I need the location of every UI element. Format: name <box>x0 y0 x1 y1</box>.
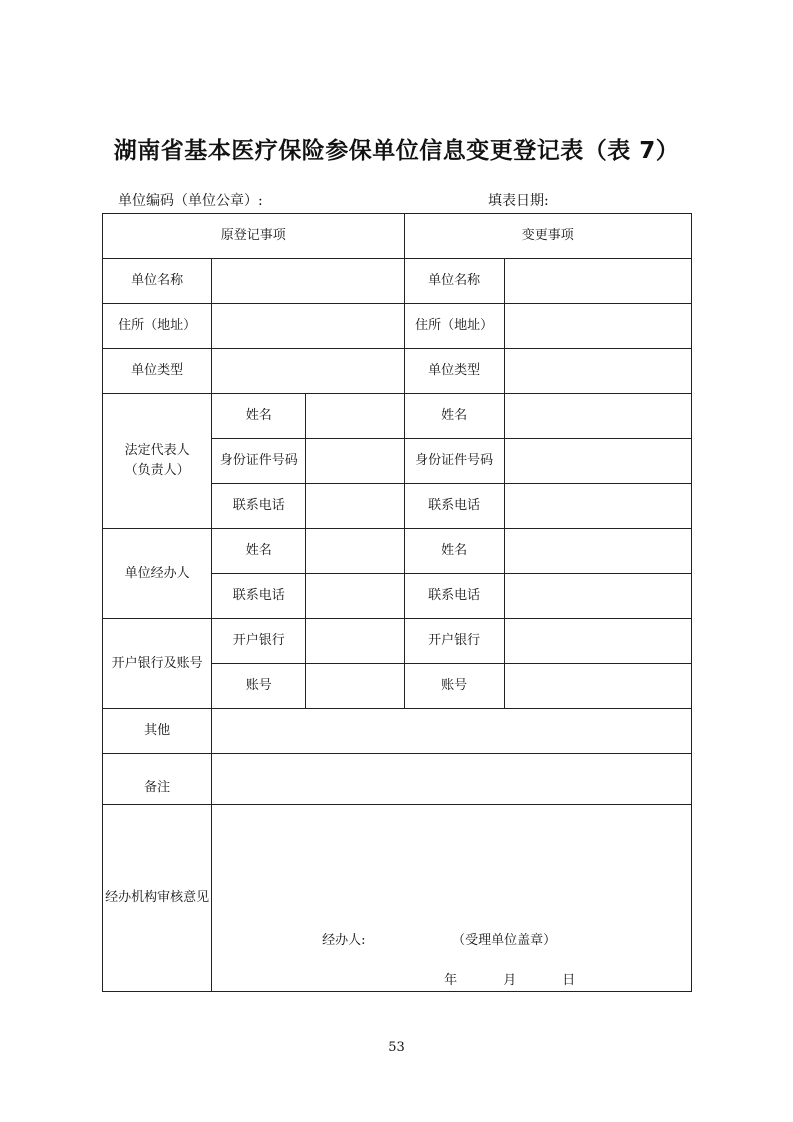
other-label: 其他 <box>103 709 212 754</box>
review-label: 经办机构审核意见 <box>103 805 212 992</box>
notes-label: 备注 <box>103 754 212 805</box>
unit-name-original-field[interactable] <box>212 259 404 304</box>
handler-name-original-field[interactable] <box>306 529 404 574</box>
unit-type-change-label: 单位类型 <box>404 349 504 394</box>
legal-rep-name-change-label: 姓名 <box>404 394 504 439</box>
unit-name-row <box>103 259 692 304</box>
legal-rep-name-row <box>103 394 692 439</box>
bank-change-label: 开户银行 <box>404 619 504 664</box>
legal-rep-id-label: 身份证件号码 <box>212 439 306 484</box>
legal-rep-name-change-field[interactable] <box>504 394 691 439</box>
review-year-label: 年 <box>444 973 458 988</box>
fill-date-label: 填表日期: <box>488 193 549 209</box>
review-day-label: 日 <box>562 973 576 988</box>
review-stamp-label: （受理单位盖章） <box>452 933 557 948</box>
original-heading: 原登记事项 <box>103 214 405 259</box>
notes-row <box>103 754 692 805</box>
account-change-label: 账号 <box>404 664 504 709</box>
unit-name-label: 单位名称 <box>103 259 212 304</box>
account-label: 账号 <box>212 664 306 709</box>
legal-rep-phone-original-field[interactable] <box>306 484 404 529</box>
handler-name-label: 姓名 <box>212 529 306 574</box>
review-row <box>103 805 692 992</box>
page-number: 53 <box>388 1040 405 1055</box>
unit-name-change-field[interactable] <box>504 259 691 304</box>
notes-field[interactable] <box>212 754 692 805</box>
address-label: 住所（地址） <box>103 304 212 349</box>
unit-code-label: 单位编码（单位公章）: <box>118 193 263 209</box>
legal-rep-phone-change-field[interactable] <box>504 484 691 529</box>
account-change-field[interactable] <box>504 664 691 709</box>
unit-type-row <box>103 349 692 394</box>
unit-type-change-field[interactable] <box>504 349 691 394</box>
bank-group-label: 开户银行及账号 <box>103 619 212 709</box>
handler-name-row <box>103 529 692 574</box>
handler-phone-original-field[interactable] <box>306 574 404 619</box>
bank-label: 开户银行 <box>212 619 306 664</box>
other-row <box>103 709 692 754</box>
handler-phone-change-field[interactable] <box>504 574 691 619</box>
other-field[interactable] <box>212 709 692 754</box>
unit-type-original-field[interactable] <box>212 349 404 394</box>
review-month-label: 月 <box>503 973 517 988</box>
handler-phone-change-label: 联系电话 <box>404 574 504 619</box>
legal-rep-name-label: 姓名 <box>212 394 306 439</box>
review-date <box>444 971 575 991</box>
legal-rep-text: 法定代表人（负责人） <box>124 443 190 478</box>
handler-name-change-label: 姓名 <box>404 529 504 574</box>
handler-label: 单位经办人 <box>103 529 212 619</box>
address-row <box>103 304 692 349</box>
change-heading: 变更事项 <box>404 214 692 259</box>
legal-rep-label <box>103 394 212 529</box>
bank-change-field[interactable] <box>504 619 691 664</box>
legal-rep-name-original-field[interactable] <box>306 394 404 439</box>
legal-rep-id-change-field[interactable] <box>504 439 691 484</box>
registration-form-table <box>102 213 692 992</box>
handler-name-change-field[interactable] <box>504 529 691 574</box>
address-original-field[interactable] <box>212 304 404 349</box>
bank-row <box>103 619 692 664</box>
page-title: 湖南省基本医疗保险参保单位信息变更登记表（表 7） <box>113 138 680 164</box>
unit-name-change-label: 单位名称 <box>404 259 504 304</box>
legal-rep-id-original-field[interactable] <box>306 439 404 484</box>
unit-type-label: 单位类型 <box>103 349 212 394</box>
legal-rep-phone-change-label: 联系电话 <box>404 484 504 529</box>
account-original-field[interactable] <box>306 664 404 709</box>
heading-row <box>103 214 692 259</box>
address-change-field[interactable] <box>504 304 691 349</box>
address-change-label: 住所（地址） <box>404 304 504 349</box>
legal-rep-phone-label: 联系电话 <box>212 484 306 529</box>
review-field[interactable] <box>212 805 692 992</box>
legal-rep-id-change-label: 身份证件号码 <box>404 439 504 484</box>
bank-original-field[interactable] <box>306 619 404 664</box>
review-handler-label: 经办人: <box>322 933 366 948</box>
handler-phone-label: 联系电话 <box>212 574 306 619</box>
